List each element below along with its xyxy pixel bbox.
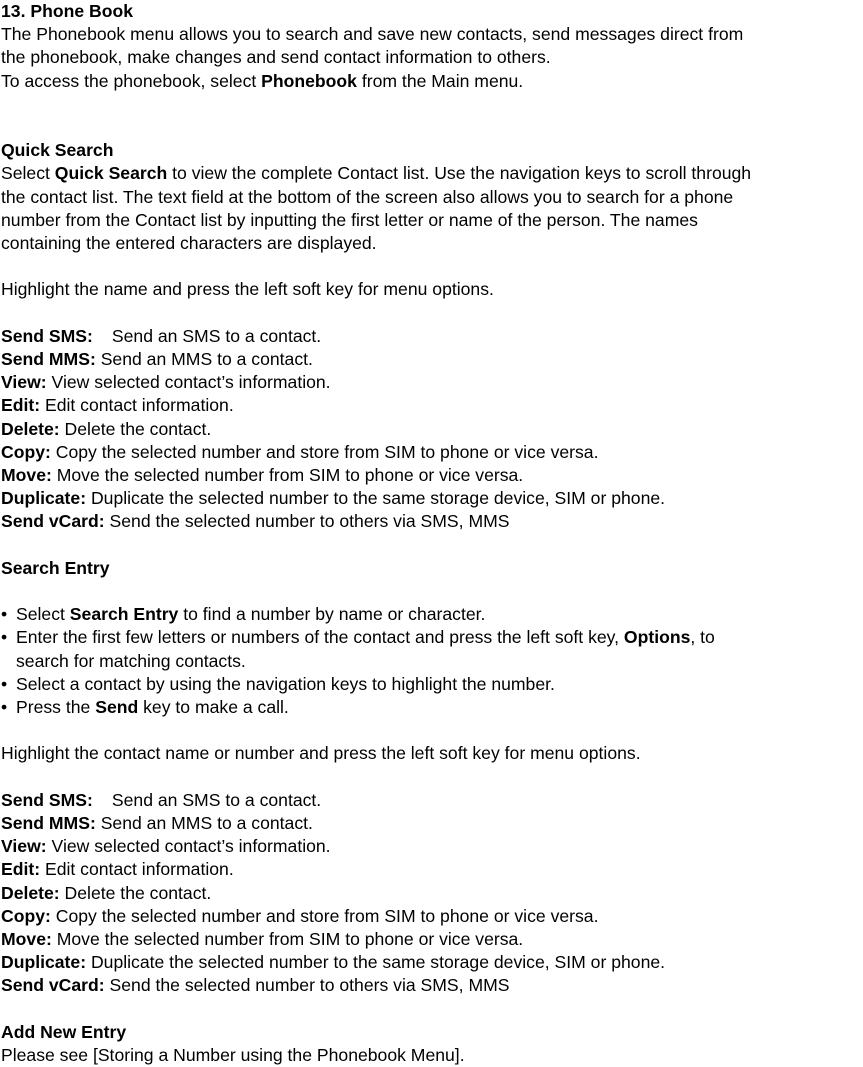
option-item: Copy: Copy the selected number and store from SIM to phone or vice versa. bbox=[1, 441, 599, 462]
option-item: View: View selected contact’s information. bbox=[1, 372, 331, 393]
option-item: Delete: Delete the contact. bbox=[1, 418, 212, 439]
option-item: Delete: Delete the contact. bbox=[1, 882, 212, 903]
option-item: Send SMS: Send an SMS to a contact. bbox=[1, 789, 322, 810]
option-item: Duplicate: Duplicate the selected number to the same storage device, SIM or phone. bbox=[1, 488, 666, 509]
option-item: Edit: Edit contact information. bbox=[1, 395, 234, 416]
list-item: • Enter the first few letters or numbers of the contact and press the left soft key, Options, to bbox=[1, 626, 863, 649]
option-item: Move: Move the selected number from SIM to phone or vice versa. bbox=[1, 465, 524, 486]
option-item: Duplicate: Duplicate the selected number to the same storage device, SIM or phone. bbox=[1, 952, 666, 973]
bullet-icon: • bbox=[1, 673, 8, 694]
option-item: Send MMS: Send an MMS to a contact. bbox=[1, 813, 313, 833]
search-entry-heading: Search Entry bbox=[1, 557, 110, 578]
option-item: Send MMS: Send an MMS to a contact. bbox=[1, 349, 313, 369]
list-item-continuation: search for matching contacts. bbox=[16, 650, 246, 671]
paragraph-line: Highlight the name and press the left soft key for menu options. bbox=[1, 279, 494, 300]
list-item: • Select a contact by using the navigation keys to highlight the number. bbox=[1, 673, 863, 696]
list-item: • Select Search Entry to find a number by name or character. bbox=[1, 603, 863, 626]
option-item: Move: Move the selected number from SIM to phone or vice versa. bbox=[1, 929, 524, 950]
list-item: • Press the Send key to make a call. bbox=[1, 696, 863, 719]
option-item: Send vCard: Send the selected number to others via SMS, MMS bbox=[1, 511, 510, 532]
bullet-icon: • bbox=[1, 697, 8, 718]
paragraph-line: Select Quick Search to view the complete Contact list. Use the navigation keys to scroll through bbox=[1, 163, 752, 184]
add-new-entry-reference: Please see [Storing a Number using the Phonebook Menu]. bbox=[1, 1045, 465, 1066]
option-item: Copy: Copy the selected number and store from SIM to phone or vice versa. bbox=[1, 905, 599, 926]
paragraph-line: the contact list. The text field at the bottom of the screen also allows you to search for a phone bbox=[1, 186, 734, 207]
option-item: Send SMS: Send an SMS to a contact. bbox=[1, 325, 322, 346]
paragraph-line: number from the Contact list by inputting the first letter or name of the person. The names bbox=[1, 209, 698, 230]
paragraph-line: containing the entered characters are displayed. bbox=[1, 233, 377, 254]
intro-line: the phonebook, make changes and send contact information to others. bbox=[1, 47, 551, 68]
intro-line: The Phonebook menu allows you to search and save new contacts, send messages direct from bbox=[1, 24, 744, 45]
bullet-icon: • bbox=[1, 604, 8, 625]
option-item: Edit: Edit contact information. bbox=[1, 859, 234, 880]
option-item: View: View selected contact’s information. bbox=[1, 836, 331, 857]
section-title: 13. Phone Book bbox=[1, 1, 133, 21]
option-item: Send vCard: Send the selected number to others via SMS, MMS bbox=[1, 975, 510, 996]
quick-search-heading: Quick Search bbox=[1, 140, 114, 161]
intro-line: To access the phonebook, select Phonebook from the Main menu. bbox=[1, 70, 524, 91]
paragraph-line: Highlight the contact name or number and press the left soft key for menu options. bbox=[1, 743, 641, 764]
add-new-entry-heading: Add New Entry bbox=[1, 1021, 127, 1042]
bullet-icon: • bbox=[1, 627, 8, 648]
